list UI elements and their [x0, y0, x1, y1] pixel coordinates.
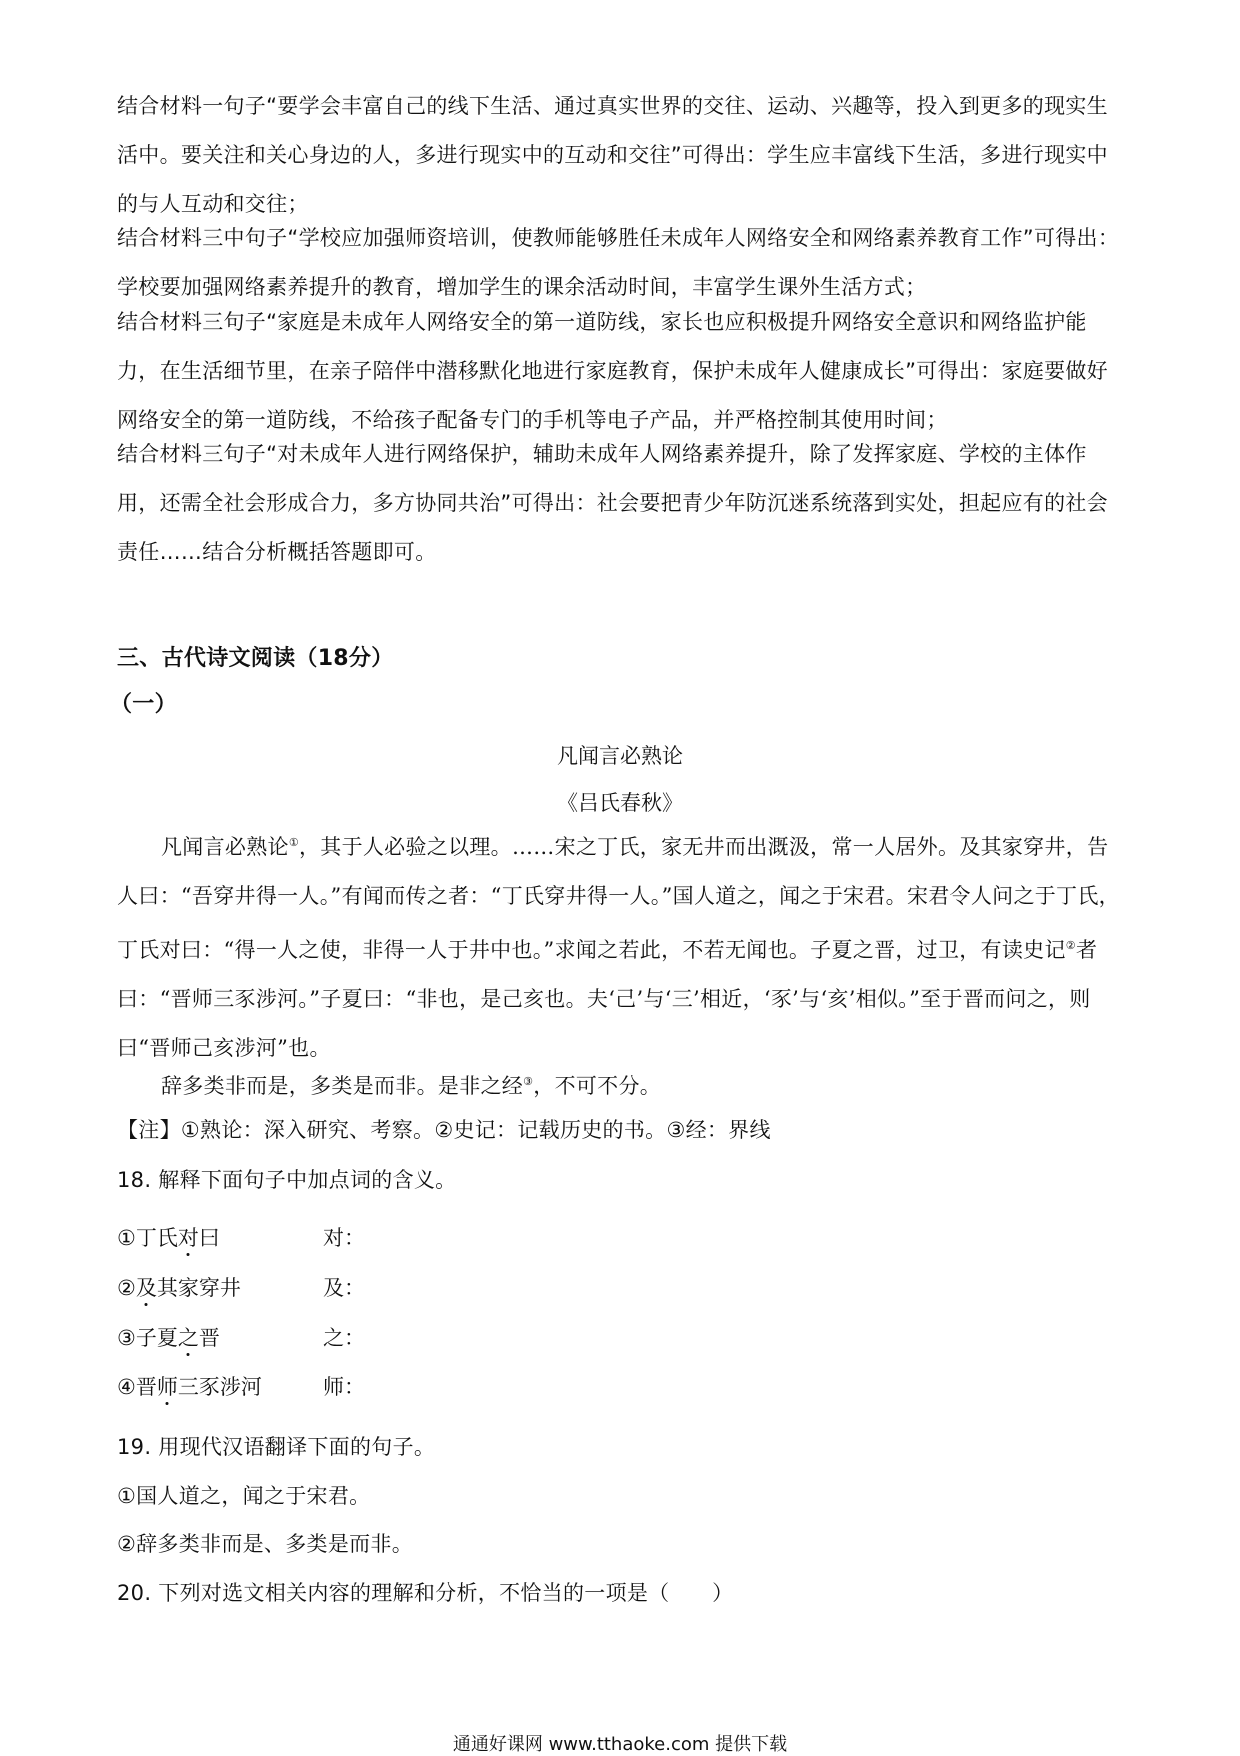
- section-heading: 三、古代诗文阅读（18分）: [117, 646, 394, 671]
- question-18-item-3: ③子夏之晋: [117, 1326, 220, 1350]
- analysis-paragraph-2: 结合材料三中句子“学校应加强师资培训，使教师能够胜任未成年人网络安全和网络素养教育工作”可得出：学校要加强网络素养提升的教育，增加学生的课余活动时间，丰富学生课外生活方式；: [117, 226, 1120, 299]
- note-marker-2: ②: [1065, 939, 1076, 952]
- question-18-item-2: ②及其家穿井: [117, 1276, 241, 1300]
- dotted-word: 师: [156, 1375, 178, 1399]
- question-19-sentence-1: ①国人道之，闻之于宋君。: [117, 1484, 371, 1508]
- note-marker-1: ①: [288, 836, 299, 849]
- passage-body: [117, 818, 1127, 1073]
- page-footer: 通通好课网 www.tthaoke.com 提供下载: [452, 1734, 788, 1755]
- conclusion-text-b: ，不可不分。: [533, 1074, 662, 1098]
- passage-title: 凡闻言必熟论: [557, 744, 683, 768]
- question-18-item-4: ④晋师三豕涉河: [117, 1375, 262, 1399]
- question-18-item-1: ①丁氏对曰: [117, 1226, 220, 1250]
- passage-text-c: 者曰：“晋师三豕涉河。”子夏曰：“非也，是己亥也。夫‘己’与‘三’相近，‘豕’与‘亥’相似。”至于晋而问之，则曰“晋师己亥涉河”也。: [117, 938, 1098, 1060]
- question-18-stem: 18. 解释下面句子中加点词的含义。: [117, 1168, 457, 1192]
- analysis-paragraph-1: 结合材料一句子“要学会丰富自己的线下生活、通过真实世界的交往、运动、兴趣等，投入到更多的现实生活中。要关注和关心身边的人，多进行现实中的互动和交往”可得出：学生应丰富线下生活，多进行现实中的与人互动和交往；: [117, 94, 1108, 216]
- dotted-word: 对: [177, 1226, 199, 1250]
- note-marker-3: ③: [523, 1075, 534, 1088]
- annotation-notes: 【注】①熟论：深入研究、考察。②史记：记载历史的书。③经：界线: [117, 1118, 771, 1142]
- passage-text-a: 凡闻言必熟论: [161, 835, 289, 859]
- analysis-paragraph-3: 结合材料三句子“家庭是未成年人网络安全的第一道防线，家长也应积极提升网络安全意识和网络监护能力，在生活细节里，在亲子陪伴中潜移默化地进行家庭教育，保护未成年人健康成长”可得出：家庭要做好网络安全的第一道防线，不给孩子配备专门的手机等电子产品，并严格控制其使用时间；: [117, 310, 1108, 432]
- answer-label-1: 对：: [323, 1226, 365, 1250]
- dotted-word: 之: [177, 1326, 199, 1350]
- conclusion-text-a: 辞多类非而是，多类是而非。是非之经: [161, 1074, 524, 1098]
- passage-source: 《吕氏春秋》: [557, 791, 683, 815]
- question-19-stem: 19. 用现代汉语翻译下面的句子。: [117, 1435, 436, 1459]
- passage-text-b: ，其于人必验之以理。……宋之丁氏，家无井而出溉汲，常一人居外。及其家穿井，告人曰：“吾穿井得一人。”有闻而传之者：“丁氏穿井得一人。”国人道之，闻之于宋君。宋君令人问之于丁氏，丁氏对曰：“得一人之使，非得一人于井中也。”求闻之若此，不若无闻也。子夏之晋，过卫，有读史记: [117, 835, 1120, 962]
- question-20-stem: 20. 下列对选文相关内容的理解和分析，不恰当的一项是（ ）: [117, 1581, 734, 1605]
- answer-label-2: 及：: [323, 1276, 365, 1300]
- analysis-paragraph-4: 结合材料三句子“对未成年人进行网络保护，辅助未成年人网络素养提升，除了发挥家庭、学校的主体作用，还需全社会形成合力，多方协同共治”可得出：社会要把青少年防沉迷系统落到实处，担起应有的社会责任……结合分析概括答题即可。: [117, 442, 1108, 564]
- question-19-sentence-2: ②辞多类非而是、多类是而非。: [117, 1532, 414, 1556]
- passage-conclusion: [117, 1057, 1127, 1111]
- subsection-heading: （一）: [110, 692, 177, 717]
- answer-label-3: 之：: [323, 1326, 365, 1350]
- dotted-word: 及: [135, 1276, 157, 1300]
- answer-label-4: 师：: [323, 1375, 365, 1399]
